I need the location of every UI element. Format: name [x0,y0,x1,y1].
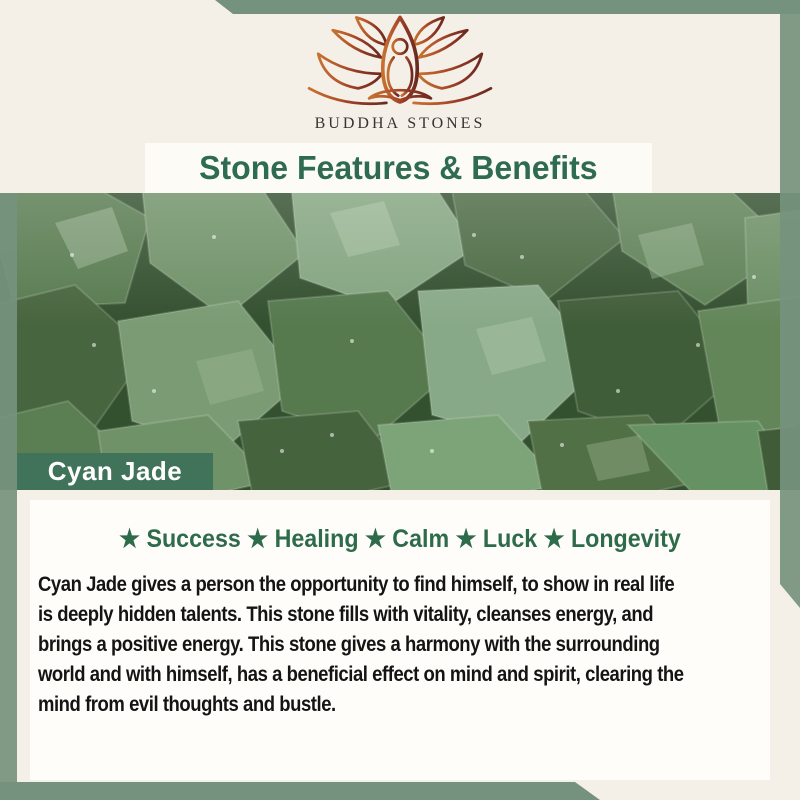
description-paragraph [38,570,768,720]
description-line: Cyan Jade gives a person the opportunity to find himself, to show in real life [38,573,675,596]
benefits-row [30,524,770,554]
brand-logo [0,12,800,133]
left-frame-strip [0,193,17,800]
benefits-panel [30,500,770,780]
page-title: Stone Features & Benefits [199,149,598,186]
description-line: world and with himself, has a beneficial effect on mind and spirit, clearing the [38,663,684,686]
benefits-line: ★ Success ★ Healing ★ Calm ★ Luck ★ Longevity [119,525,681,553]
jade-stones-illustration [0,193,800,490]
title-banner [145,143,652,193]
stone-name-text: Cyan Jade [47,456,183,486]
jade-stones-photo [0,193,800,490]
description-line: is deeply hidden talents. This stone fills with vitality, cleanses energy, and [38,603,654,626]
lotus-meditation-icon [292,12,508,112]
stone-name-label [17,453,213,490]
brand-name: BUDDHA STONES [314,115,486,132]
bottom-frame-strip [0,782,600,800]
description-line: mind from evil thoughts and bustle. [38,693,336,716]
description-line: brings a positive energy. This stone gives a harmony with the surrounding [38,633,660,656]
